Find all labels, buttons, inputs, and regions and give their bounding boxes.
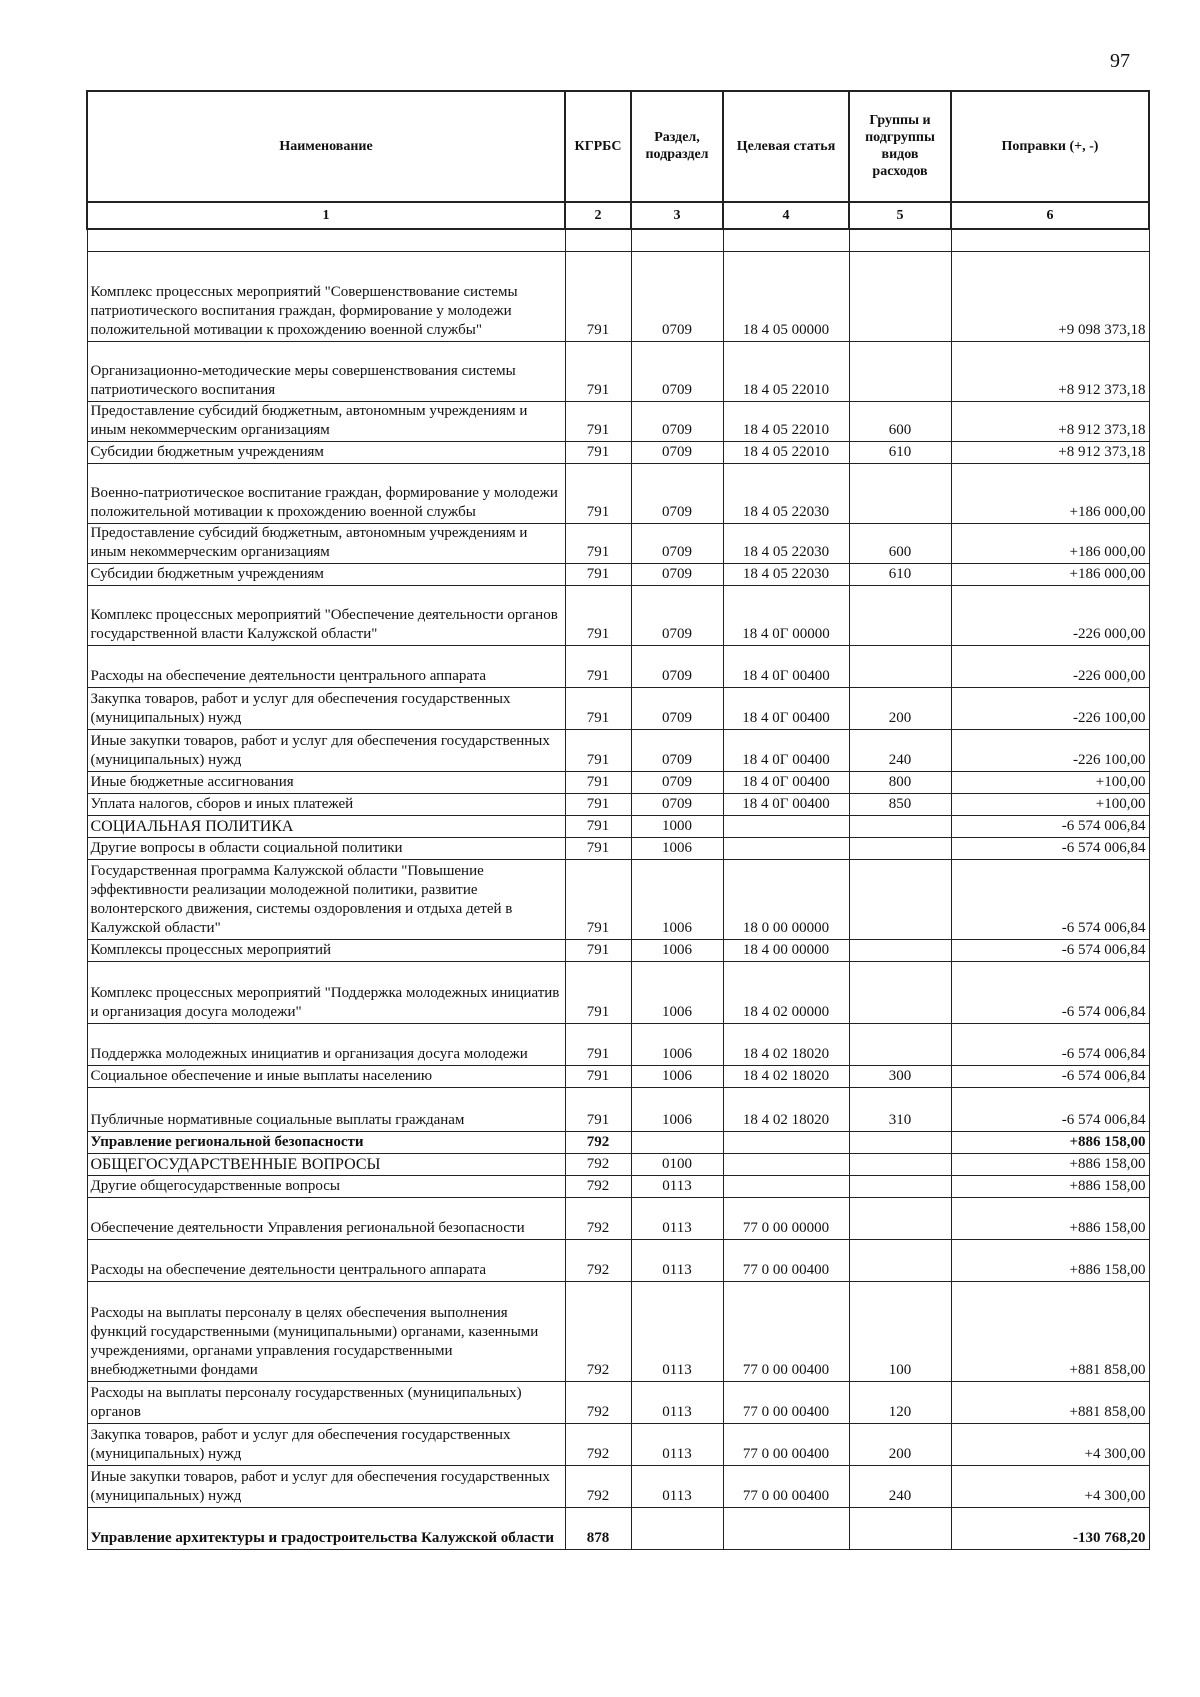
row-kgrbs: 792 xyxy=(565,1424,631,1466)
column-number: 2 xyxy=(565,202,631,229)
row-kgrbs: 791 xyxy=(565,940,631,962)
row-section xyxy=(631,1132,723,1154)
row-name: Субсидии бюджетным учреждениям xyxy=(87,442,565,464)
row-expense-group: 200 xyxy=(849,688,951,730)
table-row xyxy=(87,1176,1149,1198)
table-row xyxy=(87,794,1149,816)
column-numbers xyxy=(87,202,1149,229)
row-section: 0709 xyxy=(631,646,723,688)
table-row xyxy=(87,1066,1149,1088)
table-row xyxy=(87,402,1149,442)
row-expense-group: 600 xyxy=(849,524,951,564)
row-target-article: 18 4 0Г 00400 xyxy=(723,646,849,688)
row-expense-group xyxy=(849,586,951,646)
table-row xyxy=(87,252,1149,342)
table-row xyxy=(87,962,1149,1024)
row-amendment-amount: -6 574 006,84 xyxy=(951,1066,1149,1088)
row-name: Иные бюджетные ассигнования xyxy=(87,772,565,794)
row-expense-group xyxy=(849,1240,951,1282)
row-name: Управление архитектуры и градостроительства Калужской области xyxy=(87,1508,565,1550)
row-kgrbs: 791 xyxy=(565,772,631,794)
row-kgrbs: 791 xyxy=(565,646,631,688)
row-target-article xyxy=(723,1154,849,1176)
row-section: 0100 xyxy=(631,1154,723,1176)
spacer-row xyxy=(87,229,1149,252)
row-expense-group xyxy=(849,1154,951,1176)
row-target-article xyxy=(723,838,849,860)
row-kgrbs: 792 xyxy=(565,1198,631,1240)
row-expense-group: 850 xyxy=(849,794,951,816)
row-name: Поддержка молодежных инициатив и организация досуга молодежи xyxy=(87,1024,565,1066)
row-kgrbs: 791 xyxy=(565,860,631,940)
row-target-article: 18 4 05 22030 xyxy=(723,564,849,586)
row-target-article: 18 4 05 22010 xyxy=(723,342,849,402)
row-kgrbs: 791 xyxy=(565,1066,631,1088)
row-target-article xyxy=(723,1132,849,1154)
row-name: Управление региональной безопасности xyxy=(87,1132,565,1154)
row-target-article: 18 4 05 22030 xyxy=(723,524,849,564)
row-kgrbs: 791 xyxy=(565,402,631,442)
row-name: Уплата налогов, сборов и иных платежей xyxy=(87,794,565,816)
row-section xyxy=(631,1508,723,1550)
row-expense-group xyxy=(849,1132,951,1154)
table-row xyxy=(87,860,1149,940)
row-section: 0113 xyxy=(631,1466,723,1508)
row-kgrbs: 791 xyxy=(565,342,631,402)
row-expense-group xyxy=(849,1198,951,1240)
header-amendments: Поправки (+, -) xyxy=(951,91,1149,202)
header-target: Целевая статья xyxy=(723,91,849,202)
row-kgrbs: 792 xyxy=(565,1176,631,1198)
row-name: Иные закупки товаров, работ и услуг для обеспечения государственных (муниципальных) нужд xyxy=(87,1466,565,1508)
row-amendment-amount: +886 158,00 xyxy=(951,1198,1149,1240)
row-section: 1006 xyxy=(631,1024,723,1066)
row-expense-group xyxy=(849,464,951,524)
row-section: 1006 xyxy=(631,1088,723,1132)
empty-cell xyxy=(565,229,631,252)
column-number: 1 xyxy=(87,202,565,229)
table-row xyxy=(87,342,1149,402)
table-row xyxy=(87,1132,1149,1154)
row-kgrbs: 791 xyxy=(565,962,631,1024)
page-number: 97 xyxy=(1110,50,1130,72)
row-kgrbs: 791 xyxy=(565,794,631,816)
row-section: 0709 xyxy=(631,442,723,464)
table-row xyxy=(87,524,1149,564)
row-section: 1006 xyxy=(631,1066,723,1088)
empty-cell xyxy=(723,229,849,252)
row-amendment-amount: +4 300,00 xyxy=(951,1466,1149,1508)
table-row xyxy=(87,1024,1149,1066)
row-amendment-amount: +186 000,00 xyxy=(951,464,1149,524)
row-kgrbs: 791 xyxy=(565,730,631,772)
row-kgrbs: 878 xyxy=(565,1508,631,1550)
row-target-article: 77 0 00 00400 xyxy=(723,1424,849,1466)
row-amendment-amount: +8 912 373,18 xyxy=(951,402,1149,442)
row-target-article: 18 4 00 00000 xyxy=(723,940,849,962)
row-name: Расходы на выплаты персоналу в целях обеспечения выполнения функций государственными (муниципальными) органами, казенными учреждениями, органами управления государственными внебюджетными фондами xyxy=(87,1282,565,1382)
row-name: Закупка товаров, работ и услуг для обеспечения государственных (муниципальных) нужд xyxy=(87,688,565,730)
row-section: 0709 xyxy=(631,730,723,772)
row-expense-group: 100 xyxy=(849,1282,951,1382)
table-row xyxy=(87,772,1149,794)
row-name: Военно-патриотическое воспитание граждан, формирование у молодежи положительной мотивации к прохождению военной службы xyxy=(87,464,565,524)
row-amendment-amount: +881 858,00 xyxy=(951,1382,1149,1424)
row-amendment-amount: +186 000,00 xyxy=(951,524,1149,564)
row-amendment-amount: +9 098 373,18 xyxy=(951,252,1149,342)
header-name: Наименование xyxy=(87,91,565,202)
row-kgrbs: 791 xyxy=(565,524,631,564)
table-row xyxy=(87,1282,1149,1382)
row-expense-group xyxy=(849,1024,951,1066)
row-kgrbs: 791 xyxy=(565,564,631,586)
row-name: Комплекс процессных мероприятий "Поддержка молодежных инициатив и организация досуга молодежи" xyxy=(87,962,565,1024)
row-expense-group: 610 xyxy=(849,564,951,586)
table-row xyxy=(87,646,1149,688)
row-target-article: 18 4 0Г 00000 xyxy=(723,586,849,646)
table-row xyxy=(87,1198,1149,1240)
row-name: Организационно-методические меры совершенствования системы патриотического воспитания xyxy=(87,342,565,402)
row-target-article: 18 4 02 00000 xyxy=(723,962,849,1024)
row-amendment-amount: -6 574 006,84 xyxy=(951,940,1149,962)
row-amendment-amount: -226 100,00 xyxy=(951,688,1149,730)
row-expense-group: 120 xyxy=(849,1382,951,1424)
row-section: 0709 xyxy=(631,772,723,794)
row-kgrbs: 792 xyxy=(565,1154,631,1176)
table-row xyxy=(87,442,1149,464)
row-name: Публичные нормативные социальные выплаты гражданам xyxy=(87,1088,565,1132)
row-name: Государственная программа Калужской области "Повышение эффективности реализации молодежной политики, развитие волонтерского движения, системы оздоровления и отдыха детей в Калужской области" xyxy=(87,860,565,940)
row-kgrbs: 791 xyxy=(565,464,631,524)
row-name: Другие общегосударственные вопросы xyxy=(87,1176,565,1198)
row-target-article: 18 4 0Г 00400 xyxy=(723,730,849,772)
row-target-article: 18 4 05 22030 xyxy=(723,464,849,524)
table-row xyxy=(87,940,1149,962)
row-amendment-amount: +8 912 373,18 xyxy=(951,342,1149,402)
row-expense-group: 240 xyxy=(849,1466,951,1508)
row-target-article: 18 4 02 18020 xyxy=(723,1066,849,1088)
column-number: 4 xyxy=(723,202,849,229)
column-number: 5 xyxy=(849,202,951,229)
row-target-article: 77 0 00 00400 xyxy=(723,1240,849,1282)
row-amendment-amount: +886 158,00 xyxy=(951,1176,1149,1198)
empty-cell xyxy=(631,229,723,252)
row-name: Обеспечение деятельности Управления региональной безопасности xyxy=(87,1198,565,1240)
row-kgrbs: 791 xyxy=(565,1024,631,1066)
column-number: 3 xyxy=(631,202,723,229)
row-amendment-amount: -130 768,20 xyxy=(951,1508,1149,1550)
row-section: 0709 xyxy=(631,402,723,442)
row-amendment-amount: +186 000,00 xyxy=(951,564,1149,586)
row-section: 0709 xyxy=(631,342,723,402)
table-row xyxy=(87,1508,1149,1550)
row-target-article: 77 0 00 00000 xyxy=(723,1198,849,1240)
table-row xyxy=(87,816,1149,838)
row-section: 0709 xyxy=(631,586,723,646)
row-name: Расходы на обеспечение деятельности центрального аппарата xyxy=(87,1240,565,1282)
row-section: 0709 xyxy=(631,524,723,564)
table-row xyxy=(87,730,1149,772)
row-kgrbs: 791 xyxy=(565,586,631,646)
row-name: Другие вопросы в области социальной политики xyxy=(87,838,565,860)
row-section: 0709 xyxy=(631,464,723,524)
row-section: 0709 xyxy=(631,794,723,816)
row-section: 0113 xyxy=(631,1424,723,1466)
row-section: 1006 xyxy=(631,962,723,1024)
row-expense-group: 200 xyxy=(849,1424,951,1466)
row-kgrbs: 792 xyxy=(565,1240,631,1282)
row-expense-group xyxy=(849,646,951,688)
row-name: СОЦИАЛЬНАЯ ПОЛИТИКА xyxy=(87,816,565,838)
row-section: 0113 xyxy=(631,1282,723,1382)
row-expense-group xyxy=(849,838,951,860)
row-section: 0709 xyxy=(631,252,723,342)
row-amendment-amount: -6 574 006,84 xyxy=(951,1088,1149,1132)
table-row xyxy=(87,1466,1149,1508)
row-amendment-amount: -226 000,00 xyxy=(951,586,1149,646)
row-section: 0113 xyxy=(631,1176,723,1198)
row-amendment-amount: +100,00 xyxy=(951,794,1149,816)
row-section: 1006 xyxy=(631,860,723,940)
row-section: 0113 xyxy=(631,1240,723,1282)
table-row xyxy=(87,1382,1149,1424)
row-kgrbs: 792 xyxy=(565,1282,631,1382)
row-name: Социальное обеспечение и иные выплаты населению xyxy=(87,1066,565,1088)
row-target-article: 18 4 0Г 00400 xyxy=(723,794,849,816)
row-amendment-amount: +886 158,00 xyxy=(951,1240,1149,1282)
row-amendment-amount: +8 912 373,18 xyxy=(951,442,1149,464)
row-section: 1006 xyxy=(631,838,723,860)
row-kgrbs: 791 xyxy=(565,1088,631,1132)
row-amendment-amount: +886 158,00 xyxy=(951,1132,1149,1154)
row-name: Иные закупки товаров, работ и услуг для обеспечения государственных (муниципальных) нужд xyxy=(87,730,565,772)
row-kgrbs: 792 xyxy=(565,1132,631,1154)
row-target-article: 18 4 0Г 00400 xyxy=(723,772,849,794)
row-section: 0113 xyxy=(631,1198,723,1240)
row-section: 1000 xyxy=(631,816,723,838)
row-amendment-amount: -6 574 006,84 xyxy=(951,816,1149,838)
row-name: Комплексы процессных мероприятий xyxy=(87,940,565,962)
row-target-article xyxy=(723,816,849,838)
row-expense-group xyxy=(849,940,951,962)
row-expense-group xyxy=(849,860,951,940)
row-expense-group: 300 xyxy=(849,1066,951,1088)
row-name: Расходы на выплаты персоналу государственных (муниципальных) органов xyxy=(87,1382,565,1424)
header-kgrbs: КГРБС xyxy=(565,91,631,202)
table-header xyxy=(87,91,1149,202)
row-amendment-amount: -226 000,00 xyxy=(951,646,1149,688)
row-kgrbs: 791 xyxy=(565,838,631,860)
table-row xyxy=(87,564,1149,586)
row-expense-group xyxy=(849,1508,951,1550)
row-target-article xyxy=(723,1176,849,1198)
row-target-article xyxy=(723,1508,849,1550)
row-expense-group: 600 xyxy=(849,402,951,442)
row-expense-group xyxy=(849,252,951,342)
row-target-article: 18 4 05 22010 xyxy=(723,402,849,442)
header-section: Раздел, подраздел xyxy=(631,91,723,202)
row-kgrbs: 791 xyxy=(565,252,631,342)
row-section: 0709 xyxy=(631,564,723,586)
row-kgrbs: 791 xyxy=(565,688,631,730)
empty-cell xyxy=(951,229,1149,252)
table-row xyxy=(87,1088,1149,1132)
budget-amendments-table xyxy=(86,90,1150,1550)
table-row xyxy=(87,1154,1149,1176)
row-target-article: 18 4 02 18020 xyxy=(723,1088,849,1132)
empty-cell xyxy=(849,229,951,252)
row-amendment-amount: +886 158,00 xyxy=(951,1154,1149,1176)
row-target-article: 77 0 00 00400 xyxy=(723,1282,849,1382)
table-row xyxy=(87,1424,1149,1466)
table-row xyxy=(87,838,1149,860)
row-kgrbs: 792 xyxy=(565,1382,631,1424)
row-target-article: 18 4 0Г 00400 xyxy=(723,688,849,730)
row-section: 0709 xyxy=(631,688,723,730)
row-target-article: 77 0 00 00400 xyxy=(723,1466,849,1508)
table-row xyxy=(87,586,1149,646)
column-number: 6 xyxy=(951,202,1149,229)
row-expense-group: 610 xyxy=(849,442,951,464)
row-amendment-amount: +881 858,00 xyxy=(951,1282,1149,1382)
row-expense-group xyxy=(849,1176,951,1198)
row-name: Комплекс процессных мероприятий "Совершенствование системы патриотического воспитания граждан, формирование у молодежи положительной мотивации к прохождению военной службы" xyxy=(87,252,565,342)
row-target-article: 18 4 02 18020 xyxy=(723,1024,849,1066)
row-target-article: 18 4 05 22010 xyxy=(723,442,849,464)
row-expense-group: 800 xyxy=(849,772,951,794)
row-name: Комплекс процессных мероприятий "Обеспечение деятельности органов государственной власти Калужской области" xyxy=(87,586,565,646)
row-name: ОБЩЕГОСУДАРСТВЕННЫЕ ВОПРОСЫ xyxy=(87,1154,565,1176)
row-target-article: 77 0 00 00400 xyxy=(723,1382,849,1424)
row-name: Расходы на обеспечение деятельности центрального аппарата xyxy=(87,646,565,688)
row-kgrbs: 791 xyxy=(565,442,631,464)
row-expense-group xyxy=(849,816,951,838)
table-row xyxy=(87,1240,1149,1282)
row-expense-group xyxy=(849,962,951,1024)
row-amendment-amount: -6 574 006,84 xyxy=(951,1024,1149,1066)
empty-cell xyxy=(87,229,565,252)
row-expense-group: 310 xyxy=(849,1088,951,1132)
row-name: Закупка товаров, работ и услуг для обеспечения государственных (муниципальных) нужд xyxy=(87,1424,565,1466)
row-kgrbs: 792 xyxy=(565,1466,631,1508)
row-amendment-amount: -6 574 006,84 xyxy=(951,860,1149,940)
row-kgrbs: 791 xyxy=(565,816,631,838)
row-expense-group: 240 xyxy=(849,730,951,772)
row-amendment-amount: +4 300,00 xyxy=(951,1424,1149,1466)
row-expense-group xyxy=(849,342,951,402)
row-name: Предоставление субсидий бюджетным, автономным учреждениям и иным некоммерческим организациям xyxy=(87,524,565,564)
table-row xyxy=(87,464,1149,524)
row-target-article: 18 4 05 00000 xyxy=(723,252,849,342)
row-amendment-amount: -6 574 006,84 xyxy=(951,838,1149,860)
row-amendment-amount: -6 574 006,84 xyxy=(951,962,1149,1024)
row-section: 1006 xyxy=(631,940,723,962)
row-name: Субсидии бюджетным учреждениям xyxy=(87,564,565,586)
row-target-article: 18 0 00 00000 xyxy=(723,860,849,940)
table-row xyxy=(87,688,1149,730)
row-name: Предоставление субсидий бюджетным, автономным учреждениям и иным некоммерческим организациям xyxy=(87,402,565,442)
row-section: 0113 xyxy=(631,1382,723,1424)
header-groups: Группы и подгруппы видов расходов xyxy=(849,91,951,202)
row-amendment-amount: -226 100,00 xyxy=(951,730,1149,772)
row-amendment-amount: +100,00 xyxy=(951,772,1149,794)
